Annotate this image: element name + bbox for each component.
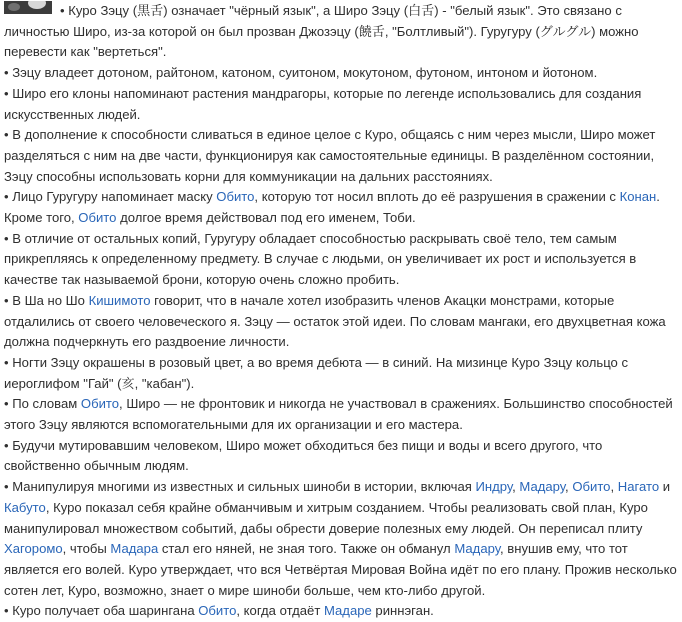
trivia-text: и	[659, 479, 671, 495]
trivia-item	[4, 187, 680, 228]
trivia-text: • Куро получает оба шарингана	[4, 603, 199, 619]
trivia-text: , чтобы	[62, 541, 111, 557]
trivia-text: • В Ша но Шо	[4, 292, 89, 308]
wiki-link[interactable]: Обито	[198, 603, 237, 619]
trivia-item	[4, 601, 680, 622]
trivia-item	[4, 394, 680, 435]
trivia-text: долгое время действовал под его именем, Тоби.	[116, 210, 416, 226]
trivia-text: • Зэцу владеет дотоном, райтоном, катоном, суитоном, мокутоном, футоном, интоном и йотоном.	[4, 65, 598, 81]
trivia-item	[4, 291, 680, 353]
trivia-item	[4, 125, 680, 187]
trivia-text: • Ногти Зэцу окрашены в розовый цвет, а во время дебюта — в синий. На мизинце Куро Зэцу кольцо с иероглифом "Гай" (亥, "кабан").	[4, 354, 629, 391]
trivia-text: • В отличие от остальных копий, Гуругуру обладает способностью раскрывать своё тело, тем самым прикрепляясь к определенному предмету. В случае с людьми, он увеличивает их рост и используется в качестве так называемой брони, которую очень сложно пробить.	[4, 230, 637, 288]
wiki-link[interactable]: Нагато	[617, 479, 660, 495]
trivia-item	[4, 84, 680, 125]
trivia-text: говорит, что в начале хотел изобразить членов Акацки монстрами, которые отдалились от своего человеческого я. Зэцу — остаток этой идеи. По словам мангаки, его двухцветная кожа должна подчеркнуть его раздвоение личности.	[4, 292, 666, 350]
trivia-text: , когда отдаёт	[236, 603, 324, 619]
trivia-text: ,	[565, 479, 573, 495]
wiki-link[interactable]: Конан	[619, 189, 657, 205]
trivia-text: ,	[512, 479, 520, 495]
trivia-article	[4, 1, 680, 622]
wiki-link[interactable]: Кишимото	[88, 292, 151, 308]
trivia-text: , Куро показал себя крайне обманчивым и хитрым созданием. Чтобы реализовать свой план, Куро манипулировал множеством событий, дабы обрести доверие полезных ему людей. Он переписал плиту	[4, 499, 648, 536]
trivia-text: • Широ его клоны напоминают растения мандрагоры, которые по легенде использовались для создания искусственных людей.	[4, 85, 642, 122]
trivia-text: • По словам	[4, 396, 81, 412]
trivia-text: • Будучи мутировавшим человеком, Широ может обходиться без пищи и воды и всего другого, что свойственно обычным людям.	[4, 437, 603, 474]
character-thumbnail	[4, 1, 52, 14]
trivia-item	[4, 1, 680, 63]
trivia-text: ,	[610, 479, 618, 495]
trivia-text: , которую тот носил вплоть до её разрушения в сражении с	[254, 189, 620, 205]
trivia-item	[4, 353, 680, 394]
wiki-link[interactable]: Обито	[80, 396, 120, 412]
wiki-link[interactable]: Кабуто	[4, 499, 46, 515]
wiki-link[interactable]: Мадару	[519, 479, 566, 495]
trivia-item	[4, 63, 680, 84]
wiki-link[interactable]: Мадару	[454, 541, 500, 557]
trivia-item	[4, 477, 680, 601]
trivia-text: • Куро Зэцу (黒舌) означает "чёрный язык", а Широ Зэцу (白舌) - "белый язык". Это связано с личностью Широ, из-за которой он был прозван Джозэцу (饒舌, "Болтливый"). Гуругуру (グルグル) можно перевести как "вертеться".	[4, 3, 639, 60]
trivia-text: , внушив ему, что тот является его волей. Куро утверждает, что вся Четвёртая Мировая Война идёт по его плану. Прожив несколько сотен лет, Куро, возможно, знает о мире шиноби больше, чем кто-либо другой.	[4, 541, 677, 598]
wiki-link[interactable]: Мадара	[110, 541, 159, 557]
trivia-item	[4, 229, 680, 291]
trivia-list	[4, 1, 680, 622]
wiki-link[interactable]: Обито	[216, 189, 255, 205]
trivia-text: . Кроме того,	[4, 189, 660, 226]
trivia-text: , Широ — не фронтовик и никогда не участвовал в сражениях. Большинство способностей этого Зэцу являются вспомогательными для их организации и его мастера.	[4, 396, 673, 433]
trivia-item	[4, 436, 680, 477]
wiki-link[interactable]: Обито	[78, 210, 117, 226]
trivia-text: • Манипулируя многими из известных и сильных шиноби в истории, включая	[4, 479, 476, 495]
trivia-text: стал его няней, не зная того. Также он обманул	[158, 541, 455, 557]
trivia-text: • В дополнение к способности сливаться в единое целое с Куро, общаясь с ним через мысли, Широ может разделяться с ним на две части, функционируя как самостоятельные единицы. В разделённом состоянии, Зэцу способны использовать корни для коммуникации на дальних расстояниях.	[4, 127, 656, 184]
wiki-link[interactable]: Обито	[572, 479, 611, 495]
trivia-text: риннэган.	[371, 603, 434, 619]
wiki-link[interactable]: Индру	[475, 479, 513, 495]
trivia-text: • Лицо Гуругуру напоминает маску	[4, 189, 217, 205]
wiki-link[interactable]: Хагоромо	[4, 541, 63, 557]
wiki-link[interactable]: Мадаре	[323, 603, 372, 619]
